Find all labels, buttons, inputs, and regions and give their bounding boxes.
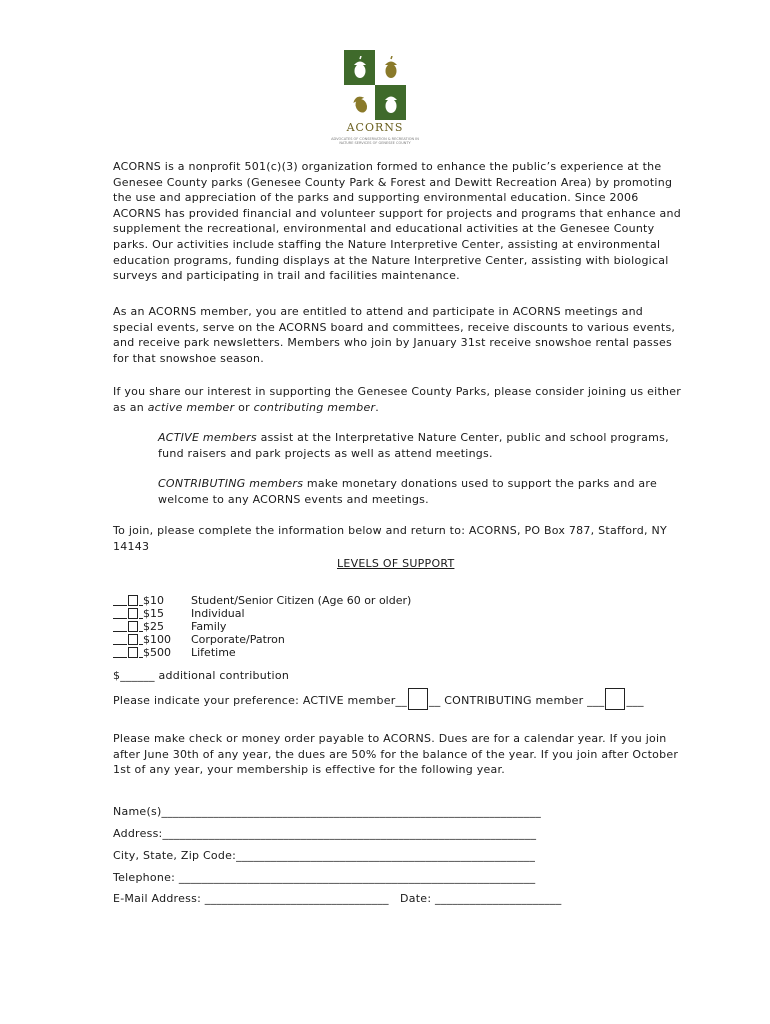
preference-contributing-label: __ CONTRIBUTING member ___ xyxy=(428,694,605,707)
level-amount: $500 xyxy=(143,646,171,659)
level-amount: $10 xyxy=(143,594,164,607)
levels-heading: LEVELS OF SUPPORT xyxy=(337,557,455,570)
contributing-member-checkbox[interactable] xyxy=(605,688,625,710)
acorn-icon xyxy=(381,91,401,115)
acorn-icon xyxy=(381,56,401,80)
address-field[interactable]: Address:_________________________________________________________________ xyxy=(113,827,537,840)
logo-tagline: ADVOCATES OF CONSERVATION & RECREATION IN NATURE SERVICES OF GENESEE COUNTY xyxy=(331,137,419,145)
logo-name: ACORNS xyxy=(346,121,404,134)
email-date-line xyxy=(113,892,562,905)
preference-end: ___ xyxy=(626,694,644,707)
acorn-tile-top-left xyxy=(344,50,375,85)
dues-paragraph: Please make check or money order payable to ACORNS. Dues are for a calendar year. If you join after June 30th of any year, the dues are 50% for the balance of the year. If you join after October 1st of any year, your membership is effective for the following year. xyxy=(113,732,679,777)
join-instructions: To join, please complete the information below and return to: ACORNS, PO Box 787, Stafford, NY 14143 xyxy=(113,524,667,553)
level-amount: $100 xyxy=(143,633,171,646)
level-label: Student/Senior Citizen (Age 60 or older) xyxy=(191,594,412,607)
preference-label: Please indicate your preference: ACTIVE member__ xyxy=(113,694,407,707)
acorn-icon xyxy=(349,91,371,115)
preference-line xyxy=(113,688,644,710)
acorn-icon xyxy=(350,56,370,80)
invite-paragraph xyxy=(113,384,683,415)
level-label: Individual xyxy=(191,607,245,620)
level-15-checkbox[interactable] xyxy=(128,608,138,619)
email-field[interactable]: E-Mail Address: ________________________________ xyxy=(113,892,389,905)
level-row xyxy=(113,646,411,659)
contributing-member-term: contributing member xyxy=(253,400,376,414)
level-label: Family xyxy=(191,620,227,633)
active-member-checkbox[interactable] xyxy=(408,688,428,710)
active-member-term: active member xyxy=(147,400,235,414)
benefits-paragraph: As an ACORNS member, you are entitled to attend and participate in ACORNS meetings and special events, serve on the ACORNS board and committees, receive discounts to various events, and receive park newsletters. Members who join by January 31st receive snowshoe rental passes for that snowshoe season. xyxy=(113,305,676,365)
contributing-text: make monetary donations used to support the parks and are welcome to any ACORNS events and meetings. xyxy=(158,477,657,506)
level-row xyxy=(113,633,411,646)
date-field[interactable]: Date: ______________________ xyxy=(400,892,562,905)
acorn-tile-top-right xyxy=(375,50,406,85)
levels-list xyxy=(113,594,411,659)
level-row xyxy=(113,594,411,607)
invite-or: or xyxy=(234,400,254,414)
level-100-checkbox[interactable] xyxy=(128,634,138,645)
city-state-zip-field[interactable]: City, State, Zip Code:____________________________________________________ xyxy=(113,849,536,862)
contributing-description xyxy=(158,476,678,507)
active-term: ACTIVE members xyxy=(158,431,257,444)
logo-grid xyxy=(344,50,406,120)
level-25-checkbox[interactable] xyxy=(128,621,138,632)
invite-end: . xyxy=(375,400,379,414)
level-500-checkbox[interactable] xyxy=(128,647,138,658)
level-amount: $15 xyxy=(143,607,164,620)
invite-text: If you share our interest in supporting the Genesee County Parks, please consider joining us either as an xyxy=(113,385,682,414)
acorn-tile-bottom-right xyxy=(375,85,406,120)
level-10-checkbox[interactable] xyxy=(128,595,138,606)
active-text: assist at the Interpretative Nature Center, public and school programs, fund raisers and park projects as well as attend meetings. xyxy=(158,431,669,460)
additional-contribution-field[interactable]: $______ additional contribution xyxy=(113,669,290,682)
active-description xyxy=(158,430,678,461)
acorn-tile-bottom-left xyxy=(344,85,375,120)
level-label: Corporate/Patron xyxy=(191,633,285,646)
contributing-term: CONTRIBUTING members xyxy=(158,477,304,490)
level-amount: $25 xyxy=(143,620,164,633)
level-row xyxy=(113,620,411,633)
acorns-logo xyxy=(330,45,425,150)
intro-paragraph: ACORNS is a nonprofit 501(c)(3) organization formed to enhance the public’s experience at the Genesee County parks (Genesee County Park & Forest and Dewitt Recreation Area) by promoting the use and appreciation of the parks and supporting environmental education. Since 2006 ACORNS has provided financial and volunteer support for projects and programs that enhance and supplement the recreational, environmental and educational activities at the Genesee County parks. Our activities include staffing the Nature Interpretive Center, assisting at environmental education programs, funding displays at the Nature Interpretive Center, assisting with biological surveys and participating in trail and facilities maintenance. xyxy=(113,160,681,283)
level-row xyxy=(113,607,411,620)
level-label: Lifetime xyxy=(191,646,236,659)
telephone-field[interactable]: Telephone: ______________________________________________________________ xyxy=(113,871,536,884)
names-field[interactable]: Name(s)__________________________________________________________________ xyxy=(113,805,542,818)
